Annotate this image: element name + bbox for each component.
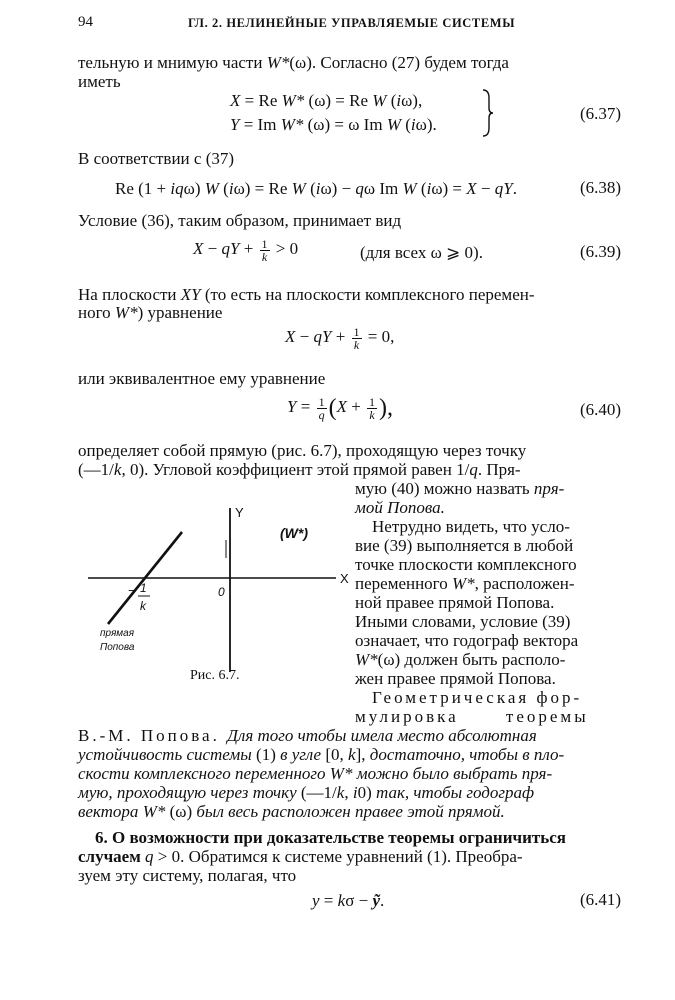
text-line: иметь	[78, 72, 121, 91]
text-line: Условие (36), таким образом, принимает вид	[78, 211, 402, 230]
figure-caption: Рис. 6.7.	[190, 668, 240, 683]
text-line: На плоскости XY (то есть на плоскости комплексного перемен-	[78, 285, 535, 304]
equation-6-41: y = kσ − ỹ.	[312, 891, 385, 910]
text-line: мую, проходящую через точку (—1/k, i0) так, чтобы годограф	[78, 783, 535, 802]
text-line: вие (39) выполняется в любой	[355, 536, 574, 555]
text-line: означает, что годограф вектора	[355, 631, 579, 650]
w-star-label: (W*)	[280, 525, 308, 541]
text-line: вектора W* (ω) был весь расположен правее этой прямой.	[78, 802, 505, 821]
equation-6-37-line-2: Y = Im W* (ω) = ω Im W (iω).	[230, 115, 437, 134]
popov-line-label-2: Попова	[100, 642, 135, 653]
neg-sign: −	[128, 583, 136, 598]
text-line: В соответствии с (37)	[78, 149, 235, 168]
text-line: Геометрическая фор-	[372, 688, 583, 707]
text-line: ной правее прямой Попова.	[355, 593, 555, 612]
text-line: или эквивалентное ему уравнение	[78, 369, 326, 388]
neg-denominator: k	[140, 599, 146, 613]
text-line: точке плоскости комплексного	[355, 555, 577, 574]
text-line: переменного W*, расположен-	[355, 574, 575, 593]
text-line: зуем эту систему, полагая, что	[78, 866, 297, 885]
popov-line-label-1: прямая	[100, 628, 135, 639]
text-line: устойчивость системы (1) в угле [0, k], достаточно, чтобы в пло-	[78, 745, 565, 764]
equation-6-39: X − qY + $\frac{1}{k}$ > 0	[193, 236, 299, 264]
text-line: тельную и мнимую части W*(ω). Согласно (27) будем тогда	[78, 53, 509, 72]
text-line: мулировка теоремы	[355, 707, 589, 726]
equation-popov-line: X − qY + $\frac{1}{k}$ = 0,	[285, 324, 395, 352]
text-line: (—1/k, 0). Угловой коэффициент этой прямой равен 1/q. Пря-	[78, 460, 521, 479]
equation-condition: (для всех ω ⩾ 0).	[360, 243, 483, 262]
y-axis-label: Y	[235, 505, 244, 520]
text-line: скости комплексного переменного W* можно было выбрать пря-	[78, 764, 553, 783]
running-title: ГЛ. 2. НЕЛИНЕЙНЫЕ УПРАВЛЯЕМЫЕ СИСТЕМЫ	[188, 16, 516, 30]
text-line: Нетрудно видеть, что усло-	[372, 517, 570, 536]
text-line: ного W*) уравнение	[78, 303, 223, 322]
text-line: случаем q > 0. Обратимся к системе уравнений (1). Преобра-	[78, 847, 523, 866]
equation-number: (6.40)	[580, 400, 622, 419]
equation-number: (6.39)	[580, 242, 622, 261]
equation-number: (6.37)	[580, 104, 622, 123]
text-line: мую (40) можно назвать пря-	[355, 479, 565, 498]
text-line: жен правее прямой Попова.	[355, 669, 556, 688]
section-heading: 6. О возможности при доказательстве теоремы ограничиться	[95, 828, 566, 847]
text-line: определяет собой прямую (рис. 6.7), проходящую через точку	[78, 441, 527, 460]
text-line: мой Попова.	[355, 498, 445, 517]
right-brace	[481, 88, 495, 138]
equation-6-38: Re (1 + iqω) W (iω) = Re W (iω) − qω Im W (iω) = X − qY.	[115, 179, 517, 198]
text-line: В.-М. Попова. Для того чтобы имела место абсолютная	[78, 726, 537, 745]
page-number: 94	[78, 14, 93, 30]
equation-6-37-line-1: X = Re W* (ω) = Re W (iω),	[230, 91, 423, 110]
text-line: Иными словами, условие (39)	[355, 612, 571, 631]
neg-numerator: 1	[140, 581, 147, 595]
origin-label: 0	[218, 585, 225, 599]
equation-6-40: Y = $\frac{1}{q}$ (X + $\frac{1}{k}$ ),	[287, 394, 394, 422]
equation-number: (6.38)	[580, 178, 622, 197]
text-line: W*(ω) должен быть располо-	[355, 650, 566, 669]
x-axis-label: X	[340, 571, 349, 586]
equation-number: (6.41)	[580, 890, 622, 909]
